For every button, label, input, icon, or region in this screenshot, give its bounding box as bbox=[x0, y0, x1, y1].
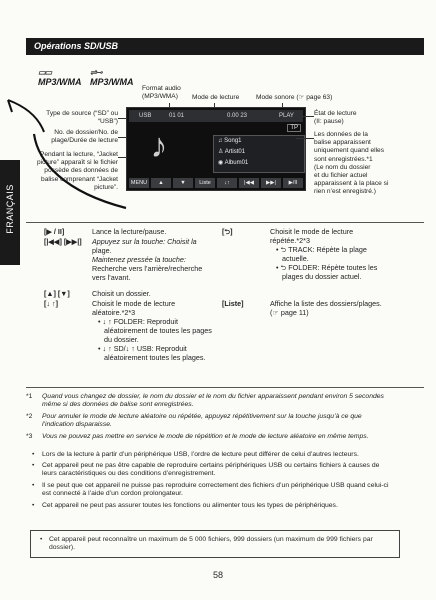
key-prev-next: [|◀◀] [▶▶|] bbox=[44, 237, 82, 246]
note-line-1: Cet appareil peut reconnaître un maximum de 5 000 fichiers, 999 dossiers (un maximum de 999 fichiers par bbox=[49, 536, 373, 543]
song-title: ♫ Song1 bbox=[218, 138, 242, 144]
footnote-3: *3 Vous ne pouvez pas mettre en service le mode de répétition et le mode de lecture aléatoire en même temps. bbox=[26, 433, 369, 440]
button-function-table bbox=[26, 222, 424, 388]
note-line-2: dossier). bbox=[49, 544, 76, 552]
leader-line bbox=[296, 138, 314, 139]
mp3-wma-usb-logo bbox=[90, 68, 134, 87]
play-time: 0.00 23 bbox=[227, 113, 248, 119]
logo-text: MP3/WMA bbox=[38, 77, 82, 87]
next-track-button[interactable]: ▶▶| bbox=[261, 178, 281, 188]
folder-up-button[interactable]: ▲ bbox=[151, 178, 171, 188]
artist-name: ♙ Artist01 bbox=[218, 149, 246, 155]
key-list: [Liste] bbox=[222, 299, 244, 308]
logo-text: MP3/WMA bbox=[90, 77, 134, 87]
bullet-functions: • Cet appareil ne peut pas assurer toutes les fonctions ou alimenter tous les types de périphériques. bbox=[32, 502, 338, 509]
leader-line bbox=[302, 116, 314, 117]
tag-info-panel bbox=[213, 135, 305, 173]
desc-play-pause: Lance la lecture/pause. bbox=[92, 227, 167, 236]
callout-etat-lecture: État de lecture (II: pause) bbox=[314, 110, 357, 126]
desc-random: Choisit le mode de lecture aléatoire.*2*3 • ↓ ↑ FOLDER: Reproduit aléatoirement de toutes les pages du dossier. • ↓ ↑ SD/↓ ↑ USB: Reproduit aléatoirement toutes les plages. bbox=[92, 299, 212, 362]
footnote-1: *1 Quand vous changez de dossier, le nom du dossier et le nom du fichier apparaissent pendant environ 5 secondes même si des données de balise sont enregistrées. bbox=[26, 393, 384, 409]
play-state: PLAY bbox=[279, 113, 294, 119]
key-random: [↓ ↑] bbox=[44, 299, 58, 308]
jacket-picture-note-icon: ♪ bbox=[150, 127, 168, 165]
page-number: 58 bbox=[212, 570, 223, 580]
screen-button-bar bbox=[129, 178, 303, 188]
key-repeat: [⮌] bbox=[222, 227, 233, 236]
previous-track-button[interactable]: |◀◀ bbox=[239, 178, 259, 188]
list-button[interactable]: Liste bbox=[195, 178, 215, 188]
album-name: ◉ Album01 bbox=[218, 160, 249, 166]
language-tab-label: FRANÇAIS bbox=[5, 184, 15, 234]
desc-repeat: Choisit le mode de lecture répétée.*2*3 • ⮌ TRACK: Répète la plage actuelle. • ⮌ FOLDER: Répète toutes les plages du dossier actuel. bbox=[270, 227, 378, 281]
usb-icon: ⇌⊸ bbox=[90, 68, 102, 77]
callout-format-audio: Format audio (MP3/WMA) bbox=[142, 85, 181, 101]
callout-no-dossier: No. de dossier/No. de plage/Durée de lecture bbox=[51, 129, 118, 145]
desc-up-down: Choisit un dossier. bbox=[92, 289, 151, 298]
folder-down-button[interactable]: ▼ bbox=[173, 178, 193, 188]
callout-mode-lecture: Mode de lecture bbox=[192, 94, 240, 101]
callout-mode-sonore: Mode sonore (☞ page 63) bbox=[256, 94, 333, 101]
random-button[interactable]: ↓↑ bbox=[217, 178, 237, 188]
mp3-wma-sd-logo bbox=[38, 68, 82, 87]
section-title: Opérations SD/USB bbox=[26, 38, 424, 55]
key-up-down: [▲] [▼] bbox=[44, 289, 70, 298]
sd-card-icon: ▭▭ bbox=[38, 68, 52, 77]
folder-track-number: 01 01 bbox=[169, 113, 185, 119]
callout-type-source: Type de source (“SD” ou “USB”) bbox=[46, 110, 118, 126]
key-play-pause: [▶ / II] bbox=[44, 227, 65, 236]
play-pause-button[interactable]: ▶/II bbox=[283, 178, 303, 188]
bullet-usb-order: • Lors de la lecture à partir d’un périphérique USB, l’ordre de lecture peut différer de celui d’autres lecteurs. bbox=[32, 451, 359, 458]
capacity-note-box: • Cet appareil peut reconnaître un maximum de 5 000 fichiers, 999 dossiers (un maximum de 999 fichiers par dossier). bbox=[30, 530, 400, 558]
source-indicator: USB bbox=[139, 113, 152, 119]
footnote-2: *2 Pour annuler le mode de lecture aléatoire ou répétée, appuyez répétitivement sur la touche jusqu’à ce que l’indication disparaisse. bbox=[26, 413, 362, 429]
desc-list: Affiche la liste des dossiers/plages. (☞ page 11) bbox=[270, 299, 382, 317]
menu-button[interactable]: MENU bbox=[130, 180, 148, 186]
callout-jacket-picture: Pendant la lecture, “Jacket picture” apparaît si le fichier possède des données de balise comprenant “Jacket picture”. bbox=[37, 151, 118, 191]
hand-drawn-arrow-mark bbox=[4, 92, 134, 212]
bullet-extension-cord: • Il se peut que cet appareil ne puisse pas reproduire correctement des fichiers d’un périphérique USB quand celui-ci est connecté à l’aide d’un cordon prolongateur. bbox=[32, 482, 389, 498]
tp-indicator: TP bbox=[287, 124, 301, 132]
device-screen-illustration bbox=[126, 107, 306, 191]
screen-status-bar bbox=[129, 110, 303, 122]
callout-balise: Les données de la balise apparaissent uniquement quand elles sont enregistrées.*1 (Le nom du dossier et du fichier actuel apparaissent à la place si rien n’est enregistré.) bbox=[314, 131, 389, 196]
bullet-usb-compat: • Cet appareil peut ne pas être capable de reproduire certains périphériques USB ou certains fichiers à causes de leurs caractéristiques ou des conditions d’enregistrement. bbox=[32, 462, 380, 478]
desc-prev-next: Appuyez sur la touche: Choisit la plage. Maintenez pressée la touche: Recherche vers l’arrière/recherche vers l’avant. bbox=[92, 237, 203, 282]
